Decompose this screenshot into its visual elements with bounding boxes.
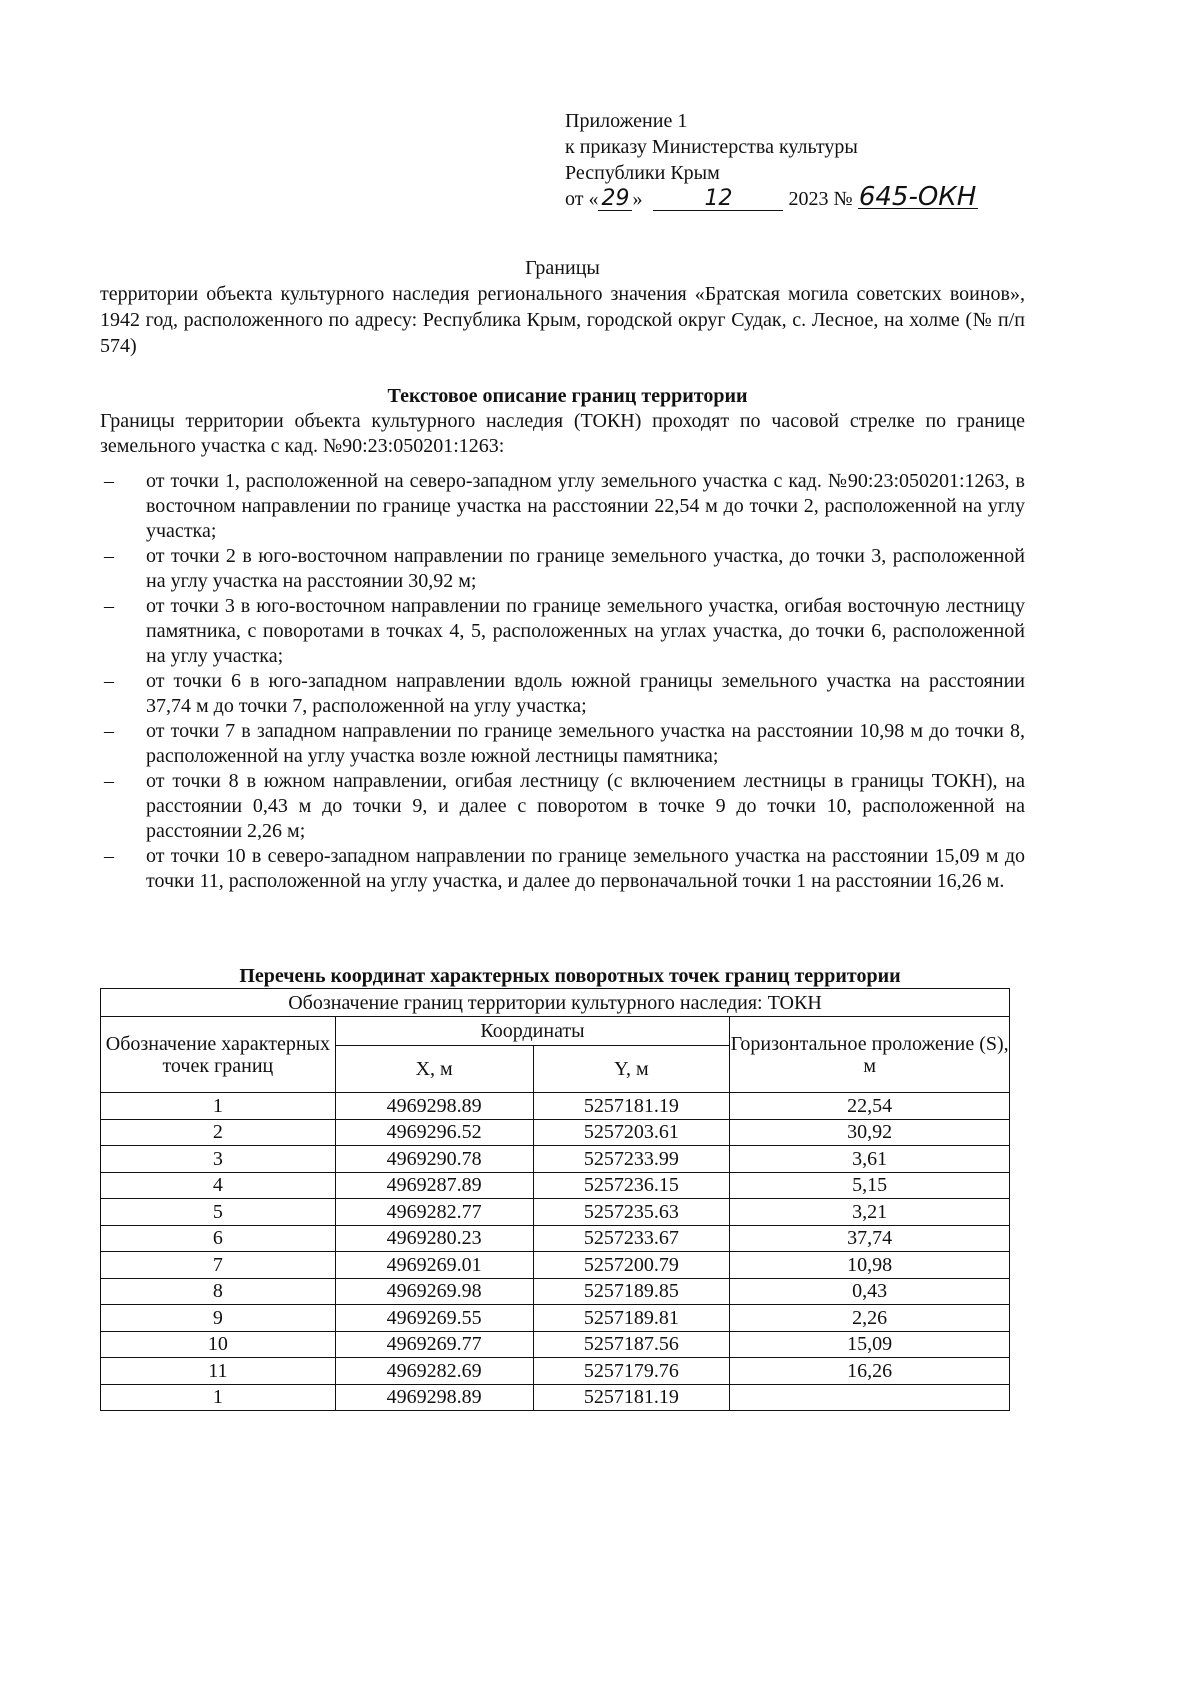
intro-paragraph: Границы территории объекта культурного наследия (ТОКН) проходят по часовой стрелке по границе земельного участка с кад. №90:23:050201:1263: <box>100 410 1025 457</box>
distance-cell: 2,26 <box>730 1305 1010 1332</box>
table-row <box>101 1384 1010 1411</box>
x-cell: 4969296.52 <box>335 1119 533 1146</box>
x-cell: 4969269.55 <box>335 1305 533 1332</box>
point-cell: 4 <box>101 1172 336 1199</box>
y-cell: 5257200.79 <box>533 1252 730 1279</box>
y-cell: 5257179.76 <box>533 1358 730 1385</box>
distance-cell: 16,26 <box>730 1358 1010 1385</box>
y-cell: 5257187.56 <box>533 1331 730 1358</box>
y-cell: 5257181.19 <box>533 1093 730 1120</box>
x-cell: 4969269.98 <box>335 1278 533 1305</box>
list-item: – от точки 2 в юго-восточном направлении по границе земельного участка, до точки 3, расположенной на углу участка на расстоянии 30,92 м; <box>110 544 1025 594</box>
y-cell: 5257233.99 <box>533 1146 730 1173</box>
date-line <box>565 182 978 212</box>
coordinates-table <box>100 988 1010 1411</box>
col-header-coords: Координаты <box>335 1017 730 1046</box>
col-header-distance: Горизонтальное проложение (S), м <box>730 1017 1010 1093</box>
distance-cell: 30,92 <box>730 1119 1010 1146</box>
distance-cell: 3,21 <box>730 1199 1010 1226</box>
table-caption: Перечень координат характерных поворотных точек границ территории <box>239 965 901 987</box>
boundary-description <box>100 384 1025 894</box>
x-cell: 4969298.89 <box>335 1384 533 1411</box>
table-title: Обозначение границ территории культурного наследия: ТОКН <box>101 989 1010 1017</box>
y-cell: 5257189.81 <box>533 1305 730 1332</box>
x-cell: 4969298.89 <box>335 1093 533 1120</box>
table-row <box>101 1225 1010 1252</box>
x-cell: 4969282.69 <box>335 1358 533 1385</box>
document-title <box>100 255 1025 359</box>
y-cell: 5257189.85 <box>533 1278 730 1305</box>
list-item: – от точки 3 в юго-восточном направлении по границе земельного участка, огибая восточную лестницу памятника, с поворотами в точках 4, 5, расположенных на углах участка, до точки 6, расположенной на углу участка; <box>110 594 1025 669</box>
point-cell: 3 <box>101 1146 336 1173</box>
point-cell: 10 <box>101 1331 336 1358</box>
title-text: территории объекта культурного наследия регионального значения «Братская могила советских воинов», 1942 год, расположенного по адресу: Республика Крым, городской округ Судак, с. Лесное, на холме (№ п/п 574) <box>100 283 1025 357</box>
point-cell: 11 <box>101 1358 336 1385</box>
year-label: 2023 № <box>788 188 853 210</box>
point-cell: 7 <box>101 1252 336 1279</box>
col-header-x: X, м <box>335 1046 533 1093</box>
point-cell: 1 <box>101 1384 336 1411</box>
point-cell: 8 <box>101 1278 336 1305</box>
list-item: – от точки 1, расположенной на северо-западном углу земельного участка с кад. №90:23:050201:1263, в восточном направлении по границе участка на расстоянии 22,54 м до точки 2, расположенной на углу участка; <box>110 469 1025 544</box>
section-heading: Текстовое описание границ территории <box>387 385 748 407</box>
table-row <box>101 1252 1010 1279</box>
point-cell: 5 <box>101 1199 336 1226</box>
point-cell: 2 <box>101 1119 336 1146</box>
distance-cell <box>730 1384 1010 1411</box>
x-cell: 4969290.78 <box>335 1146 533 1173</box>
col-header-point: Обозначение характерных точек границ <box>101 1017 336 1093</box>
y-cell: 5257233.67 <box>533 1225 730 1252</box>
date-prefix: от « <box>565 188 599 210</box>
list-item: – от точки 10 в северо-западном направлении по границе земельного участка на расстоянии 15,09 м до точки 11, расположенной на углу участка, и далее до первоначальной точки 1 на расстоянии 16,26 м. <box>110 844 1025 894</box>
list-item: – от точки 8 в южном направлении, огибая лестницу (с включением лестницы в границы ТОКН), на расстоянии 0,43 м до точки 9, и далее с поворотом в точке 9 до точки 10, расположенной на расстоянии 2,26 м; <box>110 769 1025 844</box>
distance-cell: 0,43 <box>730 1278 1010 1305</box>
x-cell: 4969269.77 <box>335 1331 533 1358</box>
handwritten-order-number: 645-ОКН <box>858 182 977 212</box>
x-cell: 4969269.01 <box>335 1252 533 1279</box>
table-row <box>101 1172 1010 1199</box>
list-item: – от точки 6 в юго-западном направлении вдоль южной границы земельного участка на расстоянии 37,74 м до точки 7, расположенной на углу участка; <box>110 669 1025 719</box>
point-cell: 9 <box>101 1305 336 1332</box>
y-cell: 5257235.63 <box>533 1199 730 1226</box>
distance-cell: 10,98 <box>730 1252 1010 1279</box>
point-cell: 6 <box>101 1225 336 1252</box>
table-row <box>101 1119 1010 1146</box>
order-line: к приказу Министерства культуры <box>565 136 858 158</box>
table-row <box>101 1358 1010 1385</box>
table-row <box>101 1199 1010 1226</box>
table-row <box>101 1093 1010 1120</box>
handwritten-day: 29 <box>598 188 632 211</box>
list-item: – от точки 7 в западном направлении по границе земельного участка на расстоянии 10,98 м до точки 8, расположенной на углу участка возле южной лестницы памятника; <box>110 719 1025 769</box>
appendix-header <box>565 108 978 212</box>
distance-cell: 37,74 <box>730 1225 1010 1252</box>
table-row <box>101 1146 1010 1173</box>
x-cell: 4969282.77 <box>335 1199 533 1226</box>
title-heading: Границы <box>525 257 600 279</box>
table-row <box>101 1278 1010 1305</box>
point-cell: 1 <box>101 1093 336 1120</box>
y-cell: 5257236.15 <box>533 1172 730 1199</box>
table-row <box>101 1305 1010 1332</box>
distance-cell: 22,54 <box>730 1093 1010 1120</box>
y-cell: 5257203.61 <box>533 1119 730 1146</box>
distance-cell: 3,61 <box>730 1146 1010 1173</box>
date-quote: » <box>632 188 643 210</box>
handwritten-month: 12 <box>653 188 783 211</box>
appendix-line: Приложение 1 <box>565 110 688 132</box>
x-cell: 4969287.89 <box>335 1172 533 1199</box>
distance-cell: 15,09 <box>730 1331 1010 1358</box>
table-row <box>101 1331 1010 1358</box>
col-header-y: Y, м <box>533 1046 730 1093</box>
x-cell: 4969280.23 <box>335 1225 533 1252</box>
distance-cell: 5,15 <box>730 1172 1010 1199</box>
boundary-list <box>110 469 1025 894</box>
republic-line: Республики Крым <box>565 162 720 184</box>
y-cell: 5257181.19 <box>533 1384 730 1411</box>
